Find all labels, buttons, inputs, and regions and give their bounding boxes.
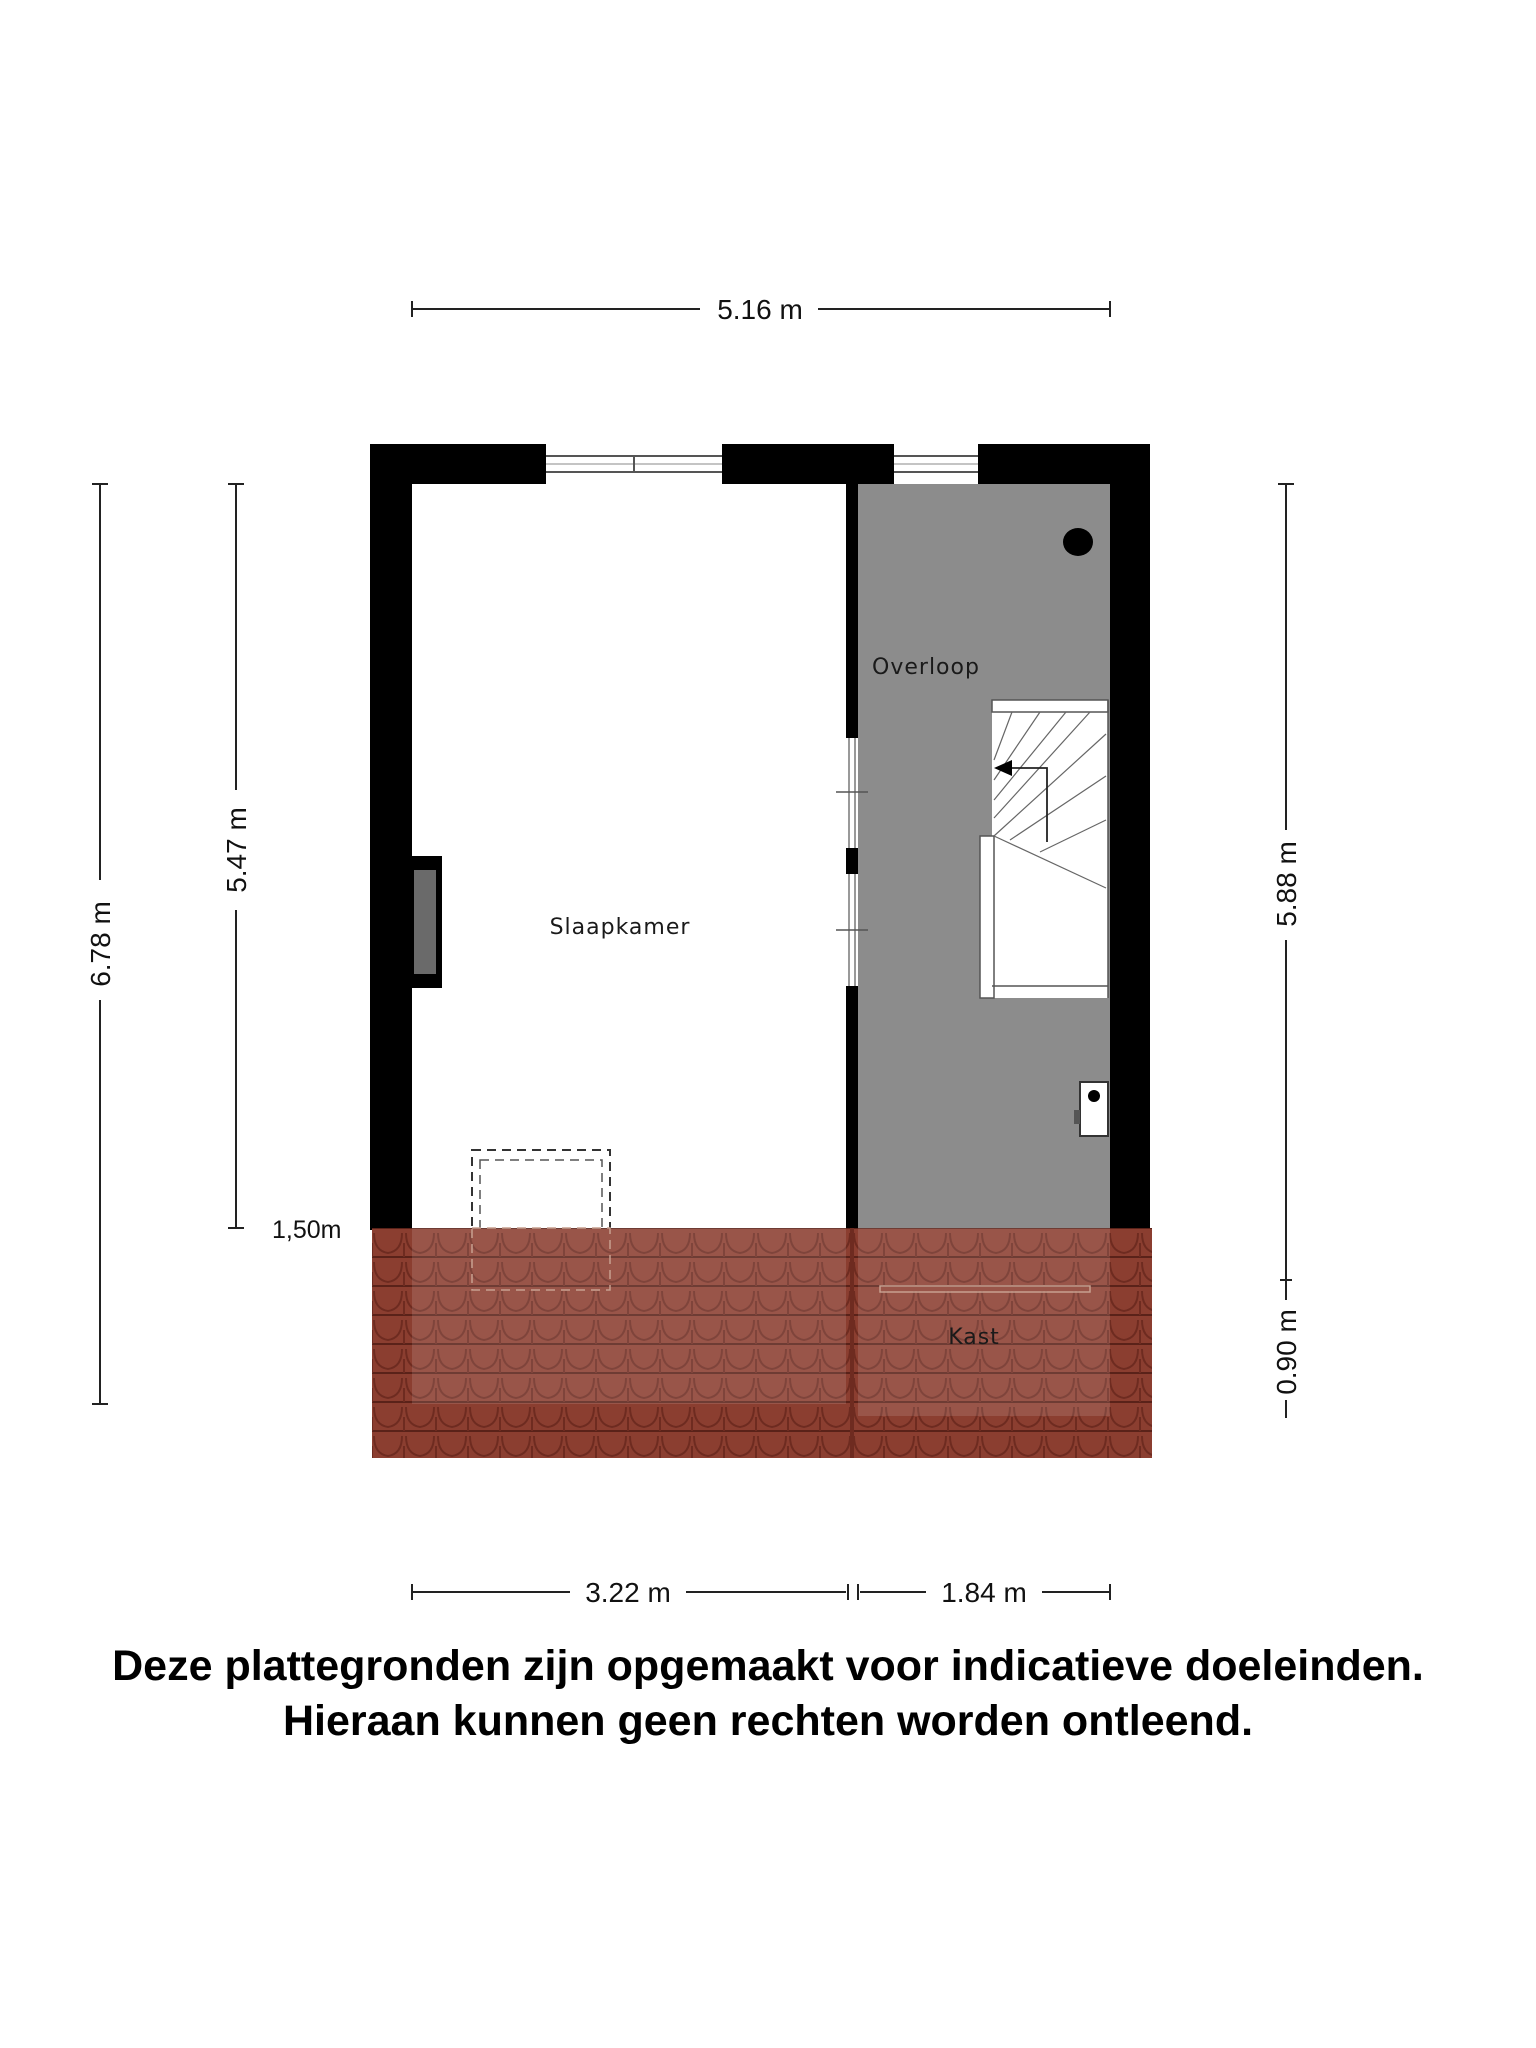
drain-icon (1063, 528, 1093, 556)
disclaimer-line-2: Hieraan kunnen geen rechten worden ontleend. (282, 1697, 1254, 1745)
bedroom-floor (412, 484, 846, 1228)
dimension-left-total (85, 484, 116, 1404)
window-bedroom (546, 444, 722, 484)
dimension-top (412, 294, 1110, 325)
window-landing (894, 444, 978, 484)
room-label-closet: Kast (948, 1325, 1000, 1350)
dimension-left-inner-label: 5.47 m (221, 807, 252, 893)
dimension-bottom-left-label: 3.22 m (585, 1577, 671, 1608)
dimension-bottom (412, 1577, 1110, 1608)
dimension-right-lower-label: 0.90 m (1271, 1309, 1302, 1395)
dimension-left-total-label: 6.78 m (85, 901, 116, 987)
staircase (980, 700, 1108, 998)
room-label-bedroom: Slaapkamer (549, 915, 691, 940)
dimension-right-upper-label: 5.88 m (1271, 841, 1302, 927)
room-label-landing: Overloop (872, 655, 980, 680)
dimension-bottom-right-label: 1.84 m (941, 1577, 1027, 1608)
closet-shade (858, 1228, 1110, 1416)
disclaimer-line-1: Deze plattegronden zijn opgemaakt voor indicatieve doeleinden. (112, 1642, 1424, 1690)
dimension-left-inner (221, 484, 252, 1228)
roof-interior-shade (412, 1228, 846, 1404)
boiler-unit (1074, 1082, 1108, 1136)
dimension-right (1271, 484, 1302, 1418)
dimension-top-label: 5.16 m (717, 294, 803, 325)
chimney (410, 856, 442, 988)
height-mark-label: 1,50m (272, 1216, 342, 1244)
